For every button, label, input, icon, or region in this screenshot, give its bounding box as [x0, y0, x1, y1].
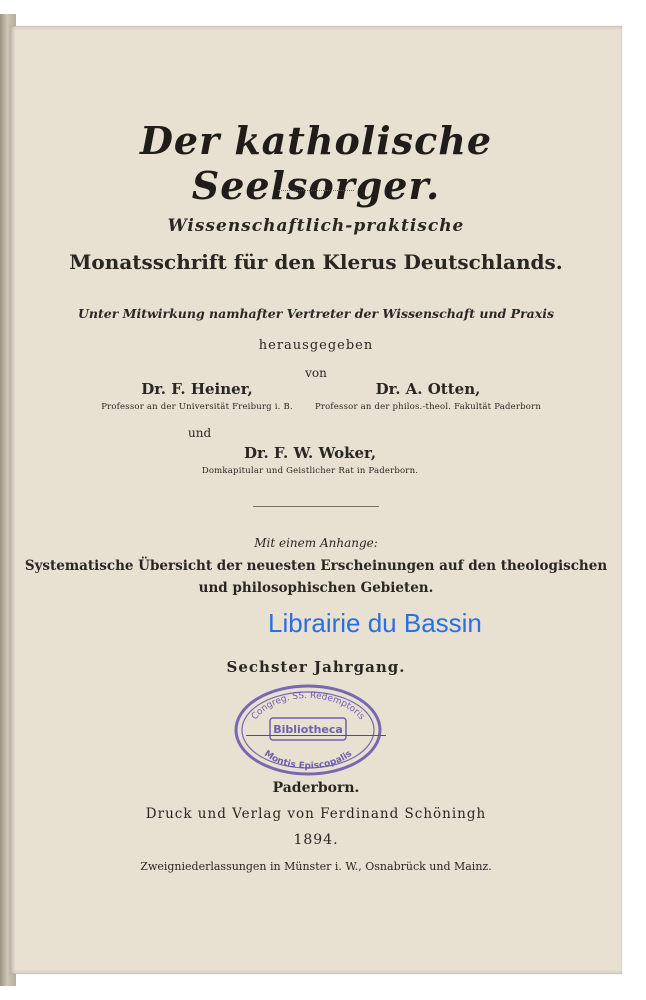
volume-label: Sechster Jahrgang.: [226, 658, 406, 676]
section-rule: [253, 506, 379, 507]
editor-name: Dr. F. Heiner,: [141, 380, 253, 398]
subtitle-line-1: Wissenschaftlich-praktische: [167, 216, 465, 236]
seller-watermark: Librairie du Bassin: [268, 608, 482, 638]
stamp-center-text: Bibliotheca: [273, 723, 343, 736]
book-title: Der katholische Seelsorger.: [139, 118, 493, 208]
editor-affiliation: Professor an der philos.-theol. Fakultät Paderborn: [314, 402, 542, 412]
ornamental-rule: [278, 190, 354, 191]
and-label: und: [188, 426, 212, 440]
appendix-title-line-1: Systematische Übersicht der neuesten Erscheinungen auf den theologischen: [24, 558, 608, 574]
by-label: von: [305, 366, 327, 380]
collaboration-note: Unter Mitwirkung namhafter Vertreter der Wissenschaft und Praxis: [78, 306, 554, 321]
stamp-outer-text: Congreg. SS. Redemptoris: [249, 690, 367, 723]
stamp-bottom-text: Montis Episcopalis: [262, 748, 355, 772]
appendix-title-line-2: und philosophischen Gebieten.: [198, 580, 434, 596]
editor-name: Dr. F. W. Woker,: [243, 444, 377, 462]
publication-year: 1894.: [293, 832, 339, 848]
subtitle-line-2: Monatsschrift für den Klerus Deutschlands.: [69, 250, 563, 274]
edited-by-label: herausgegeben: [258, 338, 374, 353]
publication-place: Paderborn.: [272, 780, 360, 796]
library-stamp-icon: [232, 682, 384, 778]
editor-affiliation: Domkapitular und Geistlicher Rat in Paderborn.: [201, 466, 419, 476]
branches-line: Zweigniederlassungen in Münster i. W., Osnabrück und Mainz.: [140, 860, 492, 873]
editor-affiliation: Professor an der Universität Freiburg i. B.: [101, 402, 293, 412]
appendix-intro: Mit einem Anhange:: [254, 536, 378, 550]
editor-woker: [190, 444, 430, 476]
editor-heiner: [84, 380, 310, 412]
publisher-line: Druck und Verlag von Ferdinand Schöningh: [145, 806, 487, 822]
title-page: [10, 26, 622, 974]
editor-name: Dr. A. Otten,: [375, 380, 481, 398]
editor-otten: [302, 380, 554, 412]
